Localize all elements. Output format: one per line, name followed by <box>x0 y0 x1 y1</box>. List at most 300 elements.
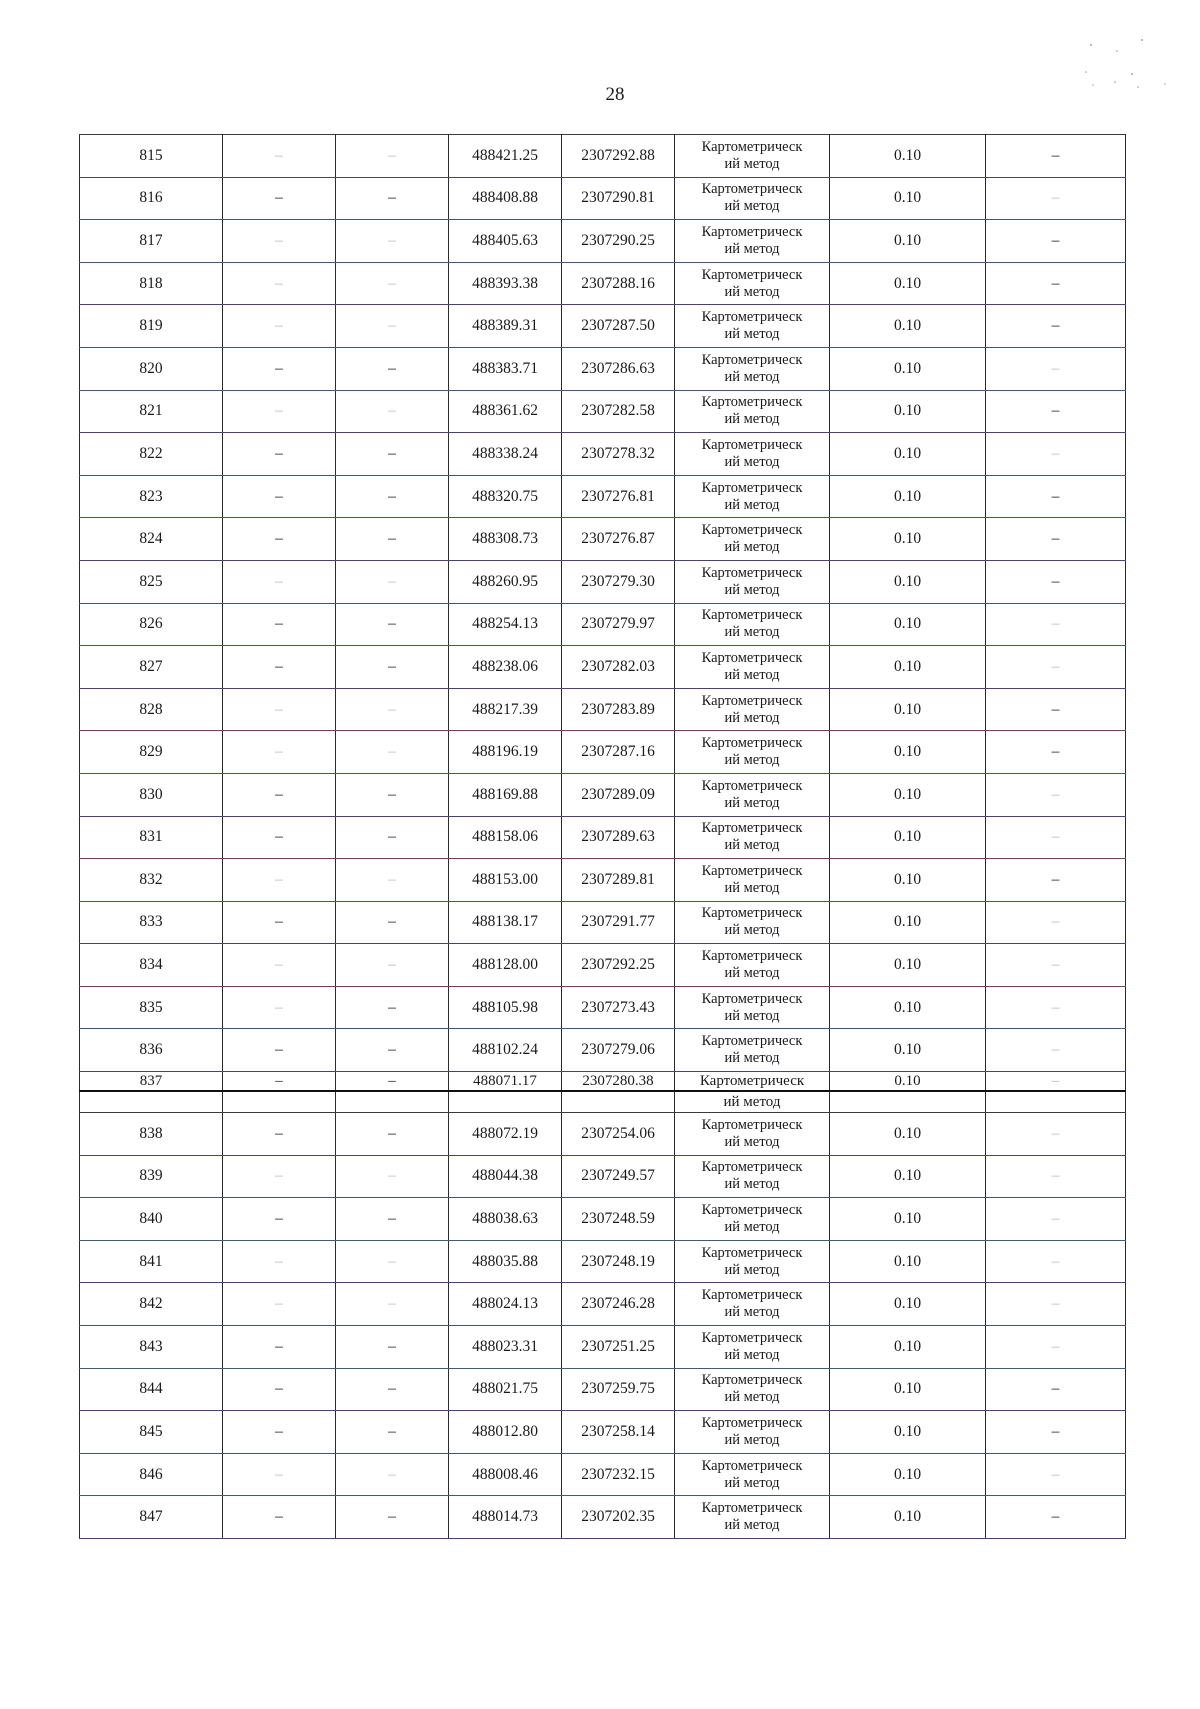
point-number-cell: 844 <box>80 1368 223 1411</box>
accuracy-cell: 0.10 <box>830 1240 986 1283</box>
x-coordinate-cell: 488044.38 <box>449 1155 562 1198</box>
y-coordinate-cell: 2307254.06 <box>562 1113 675 1156</box>
empty-value-cell: – <box>336 1198 449 1241</box>
x-coordinate-cell: 488196.19 <box>449 731 562 774</box>
table-row <box>80 475 1126 518</box>
accuracy-cell: 0.10 <box>830 731 986 774</box>
note-cell: – <box>986 1326 1126 1369</box>
empty-value-cell: – <box>223 646 336 689</box>
accuracy-cell: 0.10 <box>830 475 986 518</box>
empty-value-cell: – <box>336 731 449 774</box>
y-coordinate-cell: 2307291.77 <box>562 901 675 944</box>
empty-cell <box>80 1091 223 1113</box>
method-cell <box>675 859 830 902</box>
table-row <box>80 688 1126 731</box>
empty-value-cell: – <box>223 1198 336 1241</box>
method-cell <box>675 1155 830 1198</box>
empty-value-cell: – <box>336 262 449 305</box>
method-line-1: Картометрическ <box>701 1329 803 1346</box>
empty-value-cell: – <box>223 1326 336 1369</box>
method-line-1: Картометрическ <box>701 394 803 411</box>
coordinates-table-wrap <box>79 134 1125 1539</box>
method-line-2: ий метод <box>724 155 780 172</box>
x-coordinate-cell: 488071.17 <box>449 1072 562 1092</box>
empty-value-cell: – <box>336 518 449 561</box>
empty-cell <box>986 1091 1126 1113</box>
table-row <box>80 177 1126 220</box>
empty-value-cell: – <box>223 731 336 774</box>
method-cell <box>675 1453 830 1496</box>
x-coordinate-cell: 488102.24 <box>449 1029 562 1072</box>
empty-value-cell: – <box>336 475 449 518</box>
note-cell: – <box>986 1240 1126 1283</box>
table-row <box>80 1029 1126 1072</box>
method-line-2: ий метод <box>724 283 780 300</box>
method-line-1: Картометрическ <box>701 223 803 240</box>
table-row <box>80 347 1126 390</box>
note-cell: – <box>986 688 1126 731</box>
note-cell: – <box>986 859 1126 902</box>
point-number-cell: 835 <box>80 986 223 1029</box>
accuracy-cell: 0.10 <box>830 347 986 390</box>
method-line-2: ий метод <box>724 453 780 470</box>
method-line-2: ий метод <box>724 1517 780 1534</box>
y-coordinate-cell: 2307287.50 <box>562 305 675 348</box>
method-line-1: Картометрическ <box>701 649 803 666</box>
point-number-cell: 831 <box>80 816 223 859</box>
accuracy-cell: 0.10 <box>830 262 986 305</box>
method-line-1: Картометрическ <box>701 309 803 326</box>
empty-value-cell: – <box>223 433 336 476</box>
point-number-cell: 828 <box>80 688 223 731</box>
note-cell: – <box>986 1072 1126 1092</box>
note-cell: – <box>986 816 1126 859</box>
empty-value-cell: – <box>336 305 449 348</box>
method-cell <box>675 688 830 731</box>
y-coordinate-cell: 2307248.59 <box>562 1198 675 1241</box>
method-cell <box>675 433 830 476</box>
method-line-1: Картометрическ <box>701 479 803 496</box>
note-cell: – <box>986 986 1126 1029</box>
method-line-2: ий метод <box>724 326 780 343</box>
y-coordinate-cell: 2307290.81 <box>562 177 675 220</box>
method-line-1: Картометрическ <box>701 735 803 752</box>
method-line-1: Картометрическ <box>701 607 803 624</box>
note-cell: – <box>986 1496 1126 1539</box>
point-number-cell: 839 <box>80 1155 223 1198</box>
x-coordinate-cell: 488308.73 <box>449 518 562 561</box>
empty-value-cell: – <box>336 603 449 646</box>
y-coordinate-cell: 2307259.75 <box>562 1368 675 1411</box>
method-line-2: ий метод <box>724 837 780 854</box>
point-number-cell: 827 <box>80 646 223 689</box>
accuracy-cell: 0.10 <box>830 986 986 1029</box>
y-coordinate-cell: 2307282.58 <box>562 390 675 433</box>
empty-value-cell: – <box>223 1029 336 1072</box>
accuracy-cell: 0.10 <box>830 1113 986 1156</box>
method-cell <box>675 816 830 859</box>
note-cell: – <box>986 731 1126 774</box>
x-coordinate-cell: 488072.19 <box>449 1113 562 1156</box>
y-coordinate-cell: 2307279.30 <box>562 560 675 603</box>
accuracy-cell: 0.10 <box>830 1368 986 1411</box>
accuracy-cell: 0.10 <box>830 773 986 816</box>
accuracy-cell: 0.10 <box>830 433 986 476</box>
method-cell <box>675 1240 830 1283</box>
empty-value-cell: – <box>223 1240 336 1283</box>
empty-cell <box>830 1091 986 1113</box>
method-line-2: ий метод <box>724 1007 780 1024</box>
note-cell: – <box>986 1411 1126 1454</box>
empty-value-cell: – <box>223 773 336 816</box>
empty-value-cell: – <box>223 135 336 178</box>
y-coordinate-cell: 2307290.25 <box>562 220 675 263</box>
empty-cell <box>449 1091 562 1113</box>
empty-value-cell: – <box>223 1113 336 1156</box>
point-number-cell: 830 <box>80 773 223 816</box>
empty-value-cell: – <box>223 816 336 859</box>
empty-value-cell: – <box>223 1155 336 1198</box>
table-row-split-bottom <box>80 1091 1126 1113</box>
point-number-cell: 818 <box>80 262 223 305</box>
note-cell: – <box>986 1029 1126 1072</box>
table-row <box>80 859 1126 902</box>
method-line-1: Картометрическ <box>701 948 803 965</box>
empty-value-cell: – <box>336 688 449 731</box>
empty-value-cell: – <box>336 944 449 987</box>
y-coordinate-cell: 2307246.28 <box>562 1283 675 1326</box>
method-line-1: Картометрическ <box>701 1287 803 1304</box>
method-line-1: Картометрическ <box>701 777 803 794</box>
note-cell: – <box>986 347 1126 390</box>
method-line-2: ий метод <box>724 539 780 556</box>
empty-value-cell: – <box>336 177 449 220</box>
note-cell: – <box>986 646 1126 689</box>
method-cell <box>675 390 830 433</box>
method-cell <box>675 305 830 348</box>
table-row <box>80 135 1126 178</box>
x-coordinate-cell: 488105.98 <box>449 986 562 1029</box>
empty-value-cell: – <box>223 262 336 305</box>
table-body <box>80 135 1126 1539</box>
method-line-2: ий метод <box>724 1219 780 1236</box>
empty-value-cell: – <box>223 390 336 433</box>
note-cell: – <box>986 1453 1126 1496</box>
method-line-2: ий метод <box>724 794 780 811</box>
y-coordinate-cell: 2307289.81 <box>562 859 675 902</box>
empty-value-cell: – <box>336 1326 449 1369</box>
note-cell: – <box>986 518 1126 561</box>
y-coordinate-cell: 2307279.97 <box>562 603 675 646</box>
point-number-cell: 824 <box>80 518 223 561</box>
method-line-1: Картометрическ <box>701 1033 803 1050</box>
method-line-2: ий метод <box>724 240 780 257</box>
method-line-1: Картометрическ <box>701 1116 803 1133</box>
accuracy-cell: 0.10 <box>830 518 986 561</box>
table-row <box>80 1496 1126 1539</box>
x-coordinate-cell: 488361.62 <box>449 390 562 433</box>
method-line-2: ий метод <box>724 709 780 726</box>
method-cell <box>675 1029 830 1072</box>
x-coordinate-cell: 488024.13 <box>449 1283 562 1326</box>
y-coordinate-cell: 2307232.15 <box>562 1453 675 1496</box>
x-coordinate-cell: 488038.63 <box>449 1198 562 1241</box>
method-line-2: ий метод <box>724 1261 780 1278</box>
method-line-2: ий метод <box>724 1389 780 1406</box>
note-cell: – <box>986 944 1126 987</box>
table-row <box>80 262 1126 305</box>
y-coordinate-cell: 2307273.43 <box>562 986 675 1029</box>
note-cell: – <box>986 177 1126 220</box>
empty-value-cell: – <box>223 688 336 731</box>
empty-value-cell: – <box>336 390 449 433</box>
method-cell <box>675 347 830 390</box>
point-number-cell: 845 <box>80 1411 223 1454</box>
accuracy-cell: 0.10 <box>830 646 986 689</box>
table-row <box>80 986 1126 1029</box>
empty-value-cell: – <box>223 475 336 518</box>
note-cell: – <box>986 135 1126 178</box>
x-coordinate-cell: 488138.17 <box>449 901 562 944</box>
method-line-2: ий метод <box>724 624 780 641</box>
accuracy-cell: 0.10 <box>830 1326 986 1369</box>
method-line-1: Картометрическ <box>701 351 803 368</box>
x-coordinate-cell: 488260.95 <box>449 560 562 603</box>
method-line-1: Картометрическ <box>701 1415 803 1432</box>
method-line-1: Картометрическ <box>701 138 803 155</box>
x-coordinate-cell: 488408.88 <box>449 177 562 220</box>
table-row <box>80 433 1126 476</box>
point-number-cell: 838 <box>80 1113 223 1156</box>
scan-specks <box>1075 30 1185 100</box>
note-cell: – <box>986 475 1126 518</box>
y-coordinate-cell: 2307287.16 <box>562 731 675 774</box>
empty-cell <box>223 1091 336 1113</box>
table-row <box>80 1411 1126 1454</box>
table-row <box>80 1368 1126 1411</box>
y-coordinate-cell: 2307258.14 <box>562 1411 675 1454</box>
accuracy-cell: 0.10 <box>830 1072 986 1092</box>
table-row <box>80 1240 1126 1283</box>
accuracy-cell: 0.10 <box>830 560 986 603</box>
y-coordinate-cell: 2307288.16 <box>562 262 675 305</box>
table-row <box>80 1453 1126 1496</box>
point-number-cell: 823 <box>80 475 223 518</box>
method-line-2: ий метод <box>724 1050 780 1067</box>
table-row <box>80 220 1126 263</box>
x-coordinate-cell: 488023.31 <box>449 1326 562 1369</box>
accuracy-cell: 0.10 <box>830 305 986 348</box>
method-line-1: Картометрическ <box>701 820 803 837</box>
method-line-2: ий метод <box>724 496 780 513</box>
point-number-cell: 846 <box>80 1453 223 1496</box>
note-cell: – <box>986 390 1126 433</box>
empty-value-cell: – <box>336 1496 449 1539</box>
empty-cell <box>562 1091 675 1113</box>
y-coordinate-cell: 2307289.09 <box>562 773 675 816</box>
point-number-cell: 837 <box>80 1072 223 1092</box>
method-cell <box>675 1326 830 1369</box>
x-coordinate-cell: 488008.46 <box>449 1453 562 1496</box>
empty-value-cell: – <box>336 1240 449 1283</box>
empty-value-cell: – <box>336 816 449 859</box>
method-cell <box>675 1283 830 1326</box>
table-row <box>80 603 1126 646</box>
method-line-2: ий метод <box>724 965 780 982</box>
table-row <box>80 816 1126 859</box>
method-line-1: Картометрическ <box>701 1500 803 1517</box>
accuracy-cell: 0.10 <box>830 1453 986 1496</box>
empty-value-cell: – <box>223 603 336 646</box>
y-coordinate-cell: 2307276.81 <box>562 475 675 518</box>
method-cell <box>675 135 830 178</box>
y-coordinate-cell: 2307289.63 <box>562 816 675 859</box>
table-row <box>80 1198 1126 1241</box>
empty-value-cell: – <box>336 1113 449 1156</box>
empty-value-cell: – <box>223 901 336 944</box>
note-cell: – <box>986 1113 1126 1156</box>
method-line-2: ий метод <box>724 666 780 683</box>
table-row <box>80 305 1126 348</box>
table-row <box>80 560 1126 603</box>
empty-value-cell: – <box>223 1072 336 1092</box>
y-coordinate-cell: 2307251.25 <box>562 1326 675 1369</box>
x-coordinate-cell: 488393.38 <box>449 262 562 305</box>
point-number-cell: 817 <box>80 220 223 263</box>
note-cell: – <box>986 1155 1126 1198</box>
method-cell <box>675 177 830 220</box>
accuracy-cell: 0.10 <box>830 1029 986 1072</box>
empty-value-cell: – <box>336 1155 449 1198</box>
accuracy-cell: 0.10 <box>830 603 986 646</box>
empty-value-cell: – <box>223 859 336 902</box>
x-coordinate-cell: 488012.80 <box>449 1411 562 1454</box>
accuracy-cell: 0.10 <box>830 220 986 263</box>
method-cell <box>675 1496 830 1539</box>
table-row-split-top <box>80 1072 1126 1092</box>
method-line-2: ий метод <box>724 922 780 939</box>
note-cell: – <box>986 433 1126 476</box>
method-line-1: Картометрическ <box>701 990 803 1007</box>
method-cell <box>675 475 830 518</box>
point-number-cell: 840 <box>80 1198 223 1241</box>
page-number: 28 <box>605 84 625 105</box>
empty-value-cell: – <box>336 433 449 476</box>
empty-value-cell: – <box>223 220 336 263</box>
method-line-1: Картометрическ <box>701 522 803 539</box>
method-cell <box>675 901 830 944</box>
method-cell <box>675 986 830 1029</box>
method-line-1: Картометрическ <box>701 692 803 709</box>
table-row <box>80 1326 1126 1369</box>
empty-value-cell: – <box>336 1453 449 1496</box>
empty-value-cell: – <box>336 347 449 390</box>
point-number-cell: 815 <box>80 135 223 178</box>
y-coordinate-cell: 2307282.03 <box>562 646 675 689</box>
x-coordinate-cell: 488158.06 <box>449 816 562 859</box>
y-coordinate-cell: 2307279.06 <box>562 1029 675 1072</box>
accuracy-cell: 0.10 <box>830 1198 986 1241</box>
method-cell <box>675 220 830 263</box>
point-number-cell: 822 <box>80 433 223 476</box>
note-cell: – <box>986 1283 1126 1326</box>
method-cell <box>675 944 830 987</box>
table-row <box>80 1113 1126 1156</box>
method-cell <box>675 603 830 646</box>
table-row <box>80 390 1126 433</box>
table-row <box>80 518 1126 561</box>
method-line-1: Картометрическ <box>701 181 803 198</box>
method-line-2: ий метод <box>724 1346 780 1363</box>
empty-value-cell: – <box>223 1368 336 1411</box>
table-row <box>80 1283 1126 1326</box>
empty-value-cell: – <box>223 177 336 220</box>
table-row <box>80 944 1126 987</box>
point-number-cell: 816 <box>80 177 223 220</box>
y-coordinate-cell: 2307283.89 <box>562 688 675 731</box>
method-line-1: Картометрическ <box>701 266 803 283</box>
method-line-2: ий метод <box>724 368 780 385</box>
method-cell <box>675 1113 830 1156</box>
accuracy-cell: 0.10 <box>830 816 986 859</box>
point-number-cell: 843 <box>80 1326 223 1369</box>
empty-value-cell: – <box>336 1072 449 1092</box>
x-coordinate-cell: 488320.75 <box>449 475 562 518</box>
method-line-1: Картометрическ <box>701 862 803 879</box>
note-cell: – <box>986 603 1126 646</box>
point-number-cell: 841 <box>80 1240 223 1283</box>
empty-value-cell: – <box>223 347 336 390</box>
empty-value-cell: – <box>223 1411 336 1454</box>
y-coordinate-cell: 2307292.88 <box>562 135 675 178</box>
method-line-1: Картометрическ <box>701 905 803 922</box>
point-number-cell: 832 <box>80 859 223 902</box>
coordinates-table <box>79 134 1126 1539</box>
x-coordinate-cell: 488254.13 <box>449 603 562 646</box>
empty-value-cell: – <box>336 220 449 263</box>
x-coordinate-cell: 488014.73 <box>449 1496 562 1539</box>
x-coordinate-cell: 488338.24 <box>449 433 562 476</box>
note-cell: – <box>986 220 1126 263</box>
point-number-cell: 833 <box>80 901 223 944</box>
x-coordinate-cell: 488238.06 <box>449 646 562 689</box>
empty-value-cell: – <box>223 986 336 1029</box>
method-line-2: ий метод <box>724 752 780 769</box>
point-number-cell: 836 <box>80 1029 223 1072</box>
x-coordinate-cell: 488217.39 <box>449 688 562 731</box>
note-cell: – <box>986 305 1126 348</box>
method-cell <box>675 1198 830 1241</box>
empty-value-cell: – <box>336 1029 449 1072</box>
point-number-cell: 842 <box>80 1283 223 1326</box>
method-line-2: ий метод <box>724 198 780 215</box>
y-coordinate-cell: 2307276.87 <box>562 518 675 561</box>
point-number-cell: 819 <box>80 305 223 348</box>
y-coordinate-cell: 2307248.19 <box>562 1240 675 1283</box>
method-line-2: ий метод <box>724 411 780 428</box>
point-number-cell: 820 <box>80 347 223 390</box>
x-coordinate-cell: 488021.75 <box>449 1368 562 1411</box>
method-cell-bottom: ий метод <box>675 1091 830 1113</box>
accuracy-cell: 0.10 <box>830 135 986 178</box>
method-line-2: ий метод <box>724 1432 780 1449</box>
table-row <box>80 646 1126 689</box>
empty-value-cell: – <box>223 560 336 603</box>
empty-value-cell: – <box>223 1496 336 1539</box>
method-cell <box>675 1368 830 1411</box>
x-coordinate-cell: 488035.88 <box>449 1240 562 1283</box>
note-cell: – <box>986 773 1126 816</box>
